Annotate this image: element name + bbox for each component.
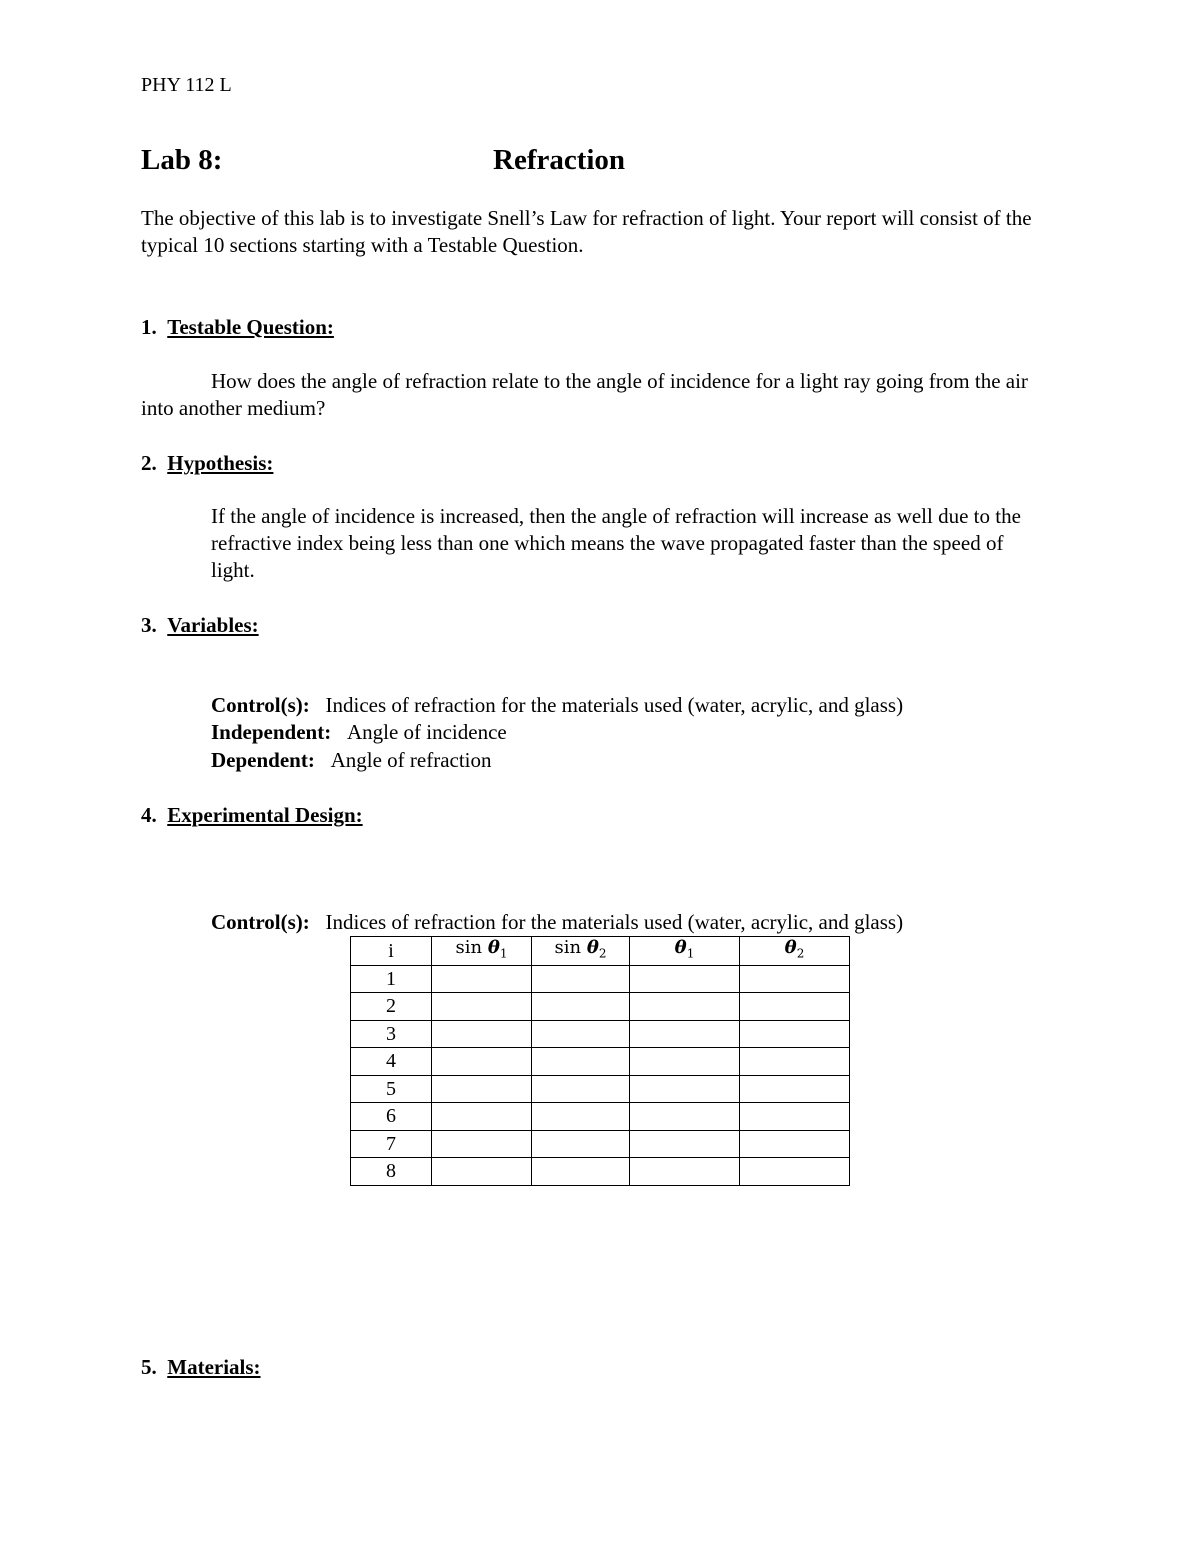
- cell-sin-theta-1: [432, 1048, 532, 1076]
- row-index: 4: [351, 1048, 432, 1076]
- cell-sin-theta-2: [532, 965, 630, 993]
- section-title: Experimental Design:: [167, 803, 363, 827]
- cell-sin-theta-1: [432, 993, 532, 1021]
- variable-independent-value: Angle of incidence: [346, 720, 507, 744]
- variable-control: [211, 692, 903, 719]
- section-number: 3.: [141, 613, 157, 637]
- cell-theta-2: [740, 1020, 850, 1048]
- section-title: Materials:: [167, 1355, 261, 1379]
- row-index: 2: [351, 993, 432, 1021]
- cell-theta-2: [740, 1103, 850, 1131]
- header-theta-1: $\theta_1$: [630, 937, 740, 966]
- section-materials: [141, 1354, 261, 1381]
- course-header: PHY 112 L: [141, 74, 232, 96]
- cell-sin-theta-2: [532, 1048, 630, 1076]
- header-sin-theta-1: $\sin \theta_1$: [432, 937, 532, 966]
- cell-sin-theta-1: [432, 965, 532, 993]
- table-row: [351, 1020, 850, 1048]
- design-control-label: Control(s):: [211, 910, 310, 934]
- cell-theta-1: [630, 965, 740, 993]
- header-theta-2: $\theta_2$: [740, 937, 850, 966]
- table-row: [351, 1048, 850, 1076]
- table-row: [351, 965, 850, 993]
- variable-dependent-label: Dependent:: [211, 748, 315, 772]
- variable-dependent: [211, 747, 492, 774]
- design-control: [211, 909, 903, 936]
- variable-control-label: Control(s):: [211, 693, 310, 717]
- cell-theta-1: [630, 1075, 740, 1103]
- table-row: [351, 993, 850, 1021]
- cell-sin-theta-2: [532, 1075, 630, 1103]
- cell-sin-theta-2: [532, 1158, 630, 1186]
- section-title: Testable Question:: [167, 315, 334, 339]
- data-table: [350, 936, 850, 1186]
- cell-theta-1: [630, 1020, 740, 1048]
- cell-theta-1: [630, 1048, 740, 1076]
- lab-title: Refraction: [493, 144, 626, 176]
- table-row: [351, 1158, 850, 1186]
- cell-theta-2: [740, 1048, 850, 1076]
- variable-independent-label: Independent:: [211, 720, 332, 744]
- testable-question-text: How does the angle of refraction relate to the angle of incidence for a light ray going from the air into another medium?: [141, 369, 1028, 420]
- cell-sin-theta-1: [432, 1130, 532, 1158]
- section-testable-question: [141, 314, 334, 341]
- header-sin-theta-2: $\sin \theta_2$: [532, 937, 630, 966]
- cell-theta-1: [630, 1130, 740, 1158]
- section-number: 5.: [141, 1355, 157, 1379]
- hypothesis-text: If the angle of incidence is increased, then the angle of refraction will increase as well due to the refractive index being less than one which means the wave propagated faster than the speed of light.: [211, 504, 1021, 582]
- row-index: 8: [351, 1158, 432, 1186]
- header-i: i: [351, 937, 432, 966]
- section-title: Variables:: [167, 613, 259, 637]
- cell-sin-theta-1: [432, 1158, 532, 1186]
- cell-sin-theta-2: [532, 993, 630, 1021]
- section-number: 2.: [141, 451, 157, 475]
- section-number: 4.: [141, 803, 157, 827]
- row-index: 1: [351, 965, 432, 993]
- cell-sin-theta-2: [532, 1130, 630, 1158]
- cell-sin-theta-1: [432, 1103, 532, 1131]
- variable-dependent-value: Angle of refraction: [330, 748, 492, 772]
- objective-paragraph: The objective of this lab is to investigate Snell’s Law for refraction of light. Your report will consist of the typical 10 sections starting with a Testable Question.: [141, 206, 1032, 257]
- lab-label: Lab 8:: [141, 144, 223, 176]
- cell-theta-1: [630, 993, 740, 1021]
- cell-theta-2: [740, 1130, 850, 1158]
- section-number: 1.: [141, 315, 157, 339]
- row-index: 3: [351, 1020, 432, 1048]
- section-hypothesis: [141, 450, 273, 477]
- cell-theta-2: [740, 965, 850, 993]
- row-index: 6: [351, 1103, 432, 1131]
- variable-independent: [211, 719, 507, 746]
- table-row: [351, 1103, 850, 1131]
- table-row: [351, 1075, 850, 1103]
- cell-sin-theta-2: [532, 1103, 630, 1131]
- cell-sin-theta-2: [532, 1020, 630, 1048]
- section-title: Hypothesis:: [167, 451, 274, 475]
- cell-sin-theta-1: [432, 1020, 532, 1048]
- row-index: 7: [351, 1130, 432, 1158]
- row-index: 5: [351, 1075, 432, 1103]
- cell-theta-1: [630, 1103, 740, 1131]
- variable-control-value: Indices of refraction for the materials used (water, acrylic, and glass): [325, 693, 904, 717]
- cell-theta-1: [630, 1158, 740, 1186]
- cell-theta-2: [740, 1158, 850, 1186]
- table-row: [351, 1130, 850, 1158]
- design-control-value: Indices of refraction for the materials used (water, acrylic, and glass): [325, 910, 904, 934]
- section-experimental-design: [141, 802, 363, 829]
- cell-theta-2: [740, 1075, 850, 1103]
- cell-sin-theta-1: [432, 1075, 532, 1103]
- section-variables: [141, 612, 259, 639]
- table-header-row: [351, 937, 850, 966]
- cell-theta-2: [740, 993, 850, 1021]
